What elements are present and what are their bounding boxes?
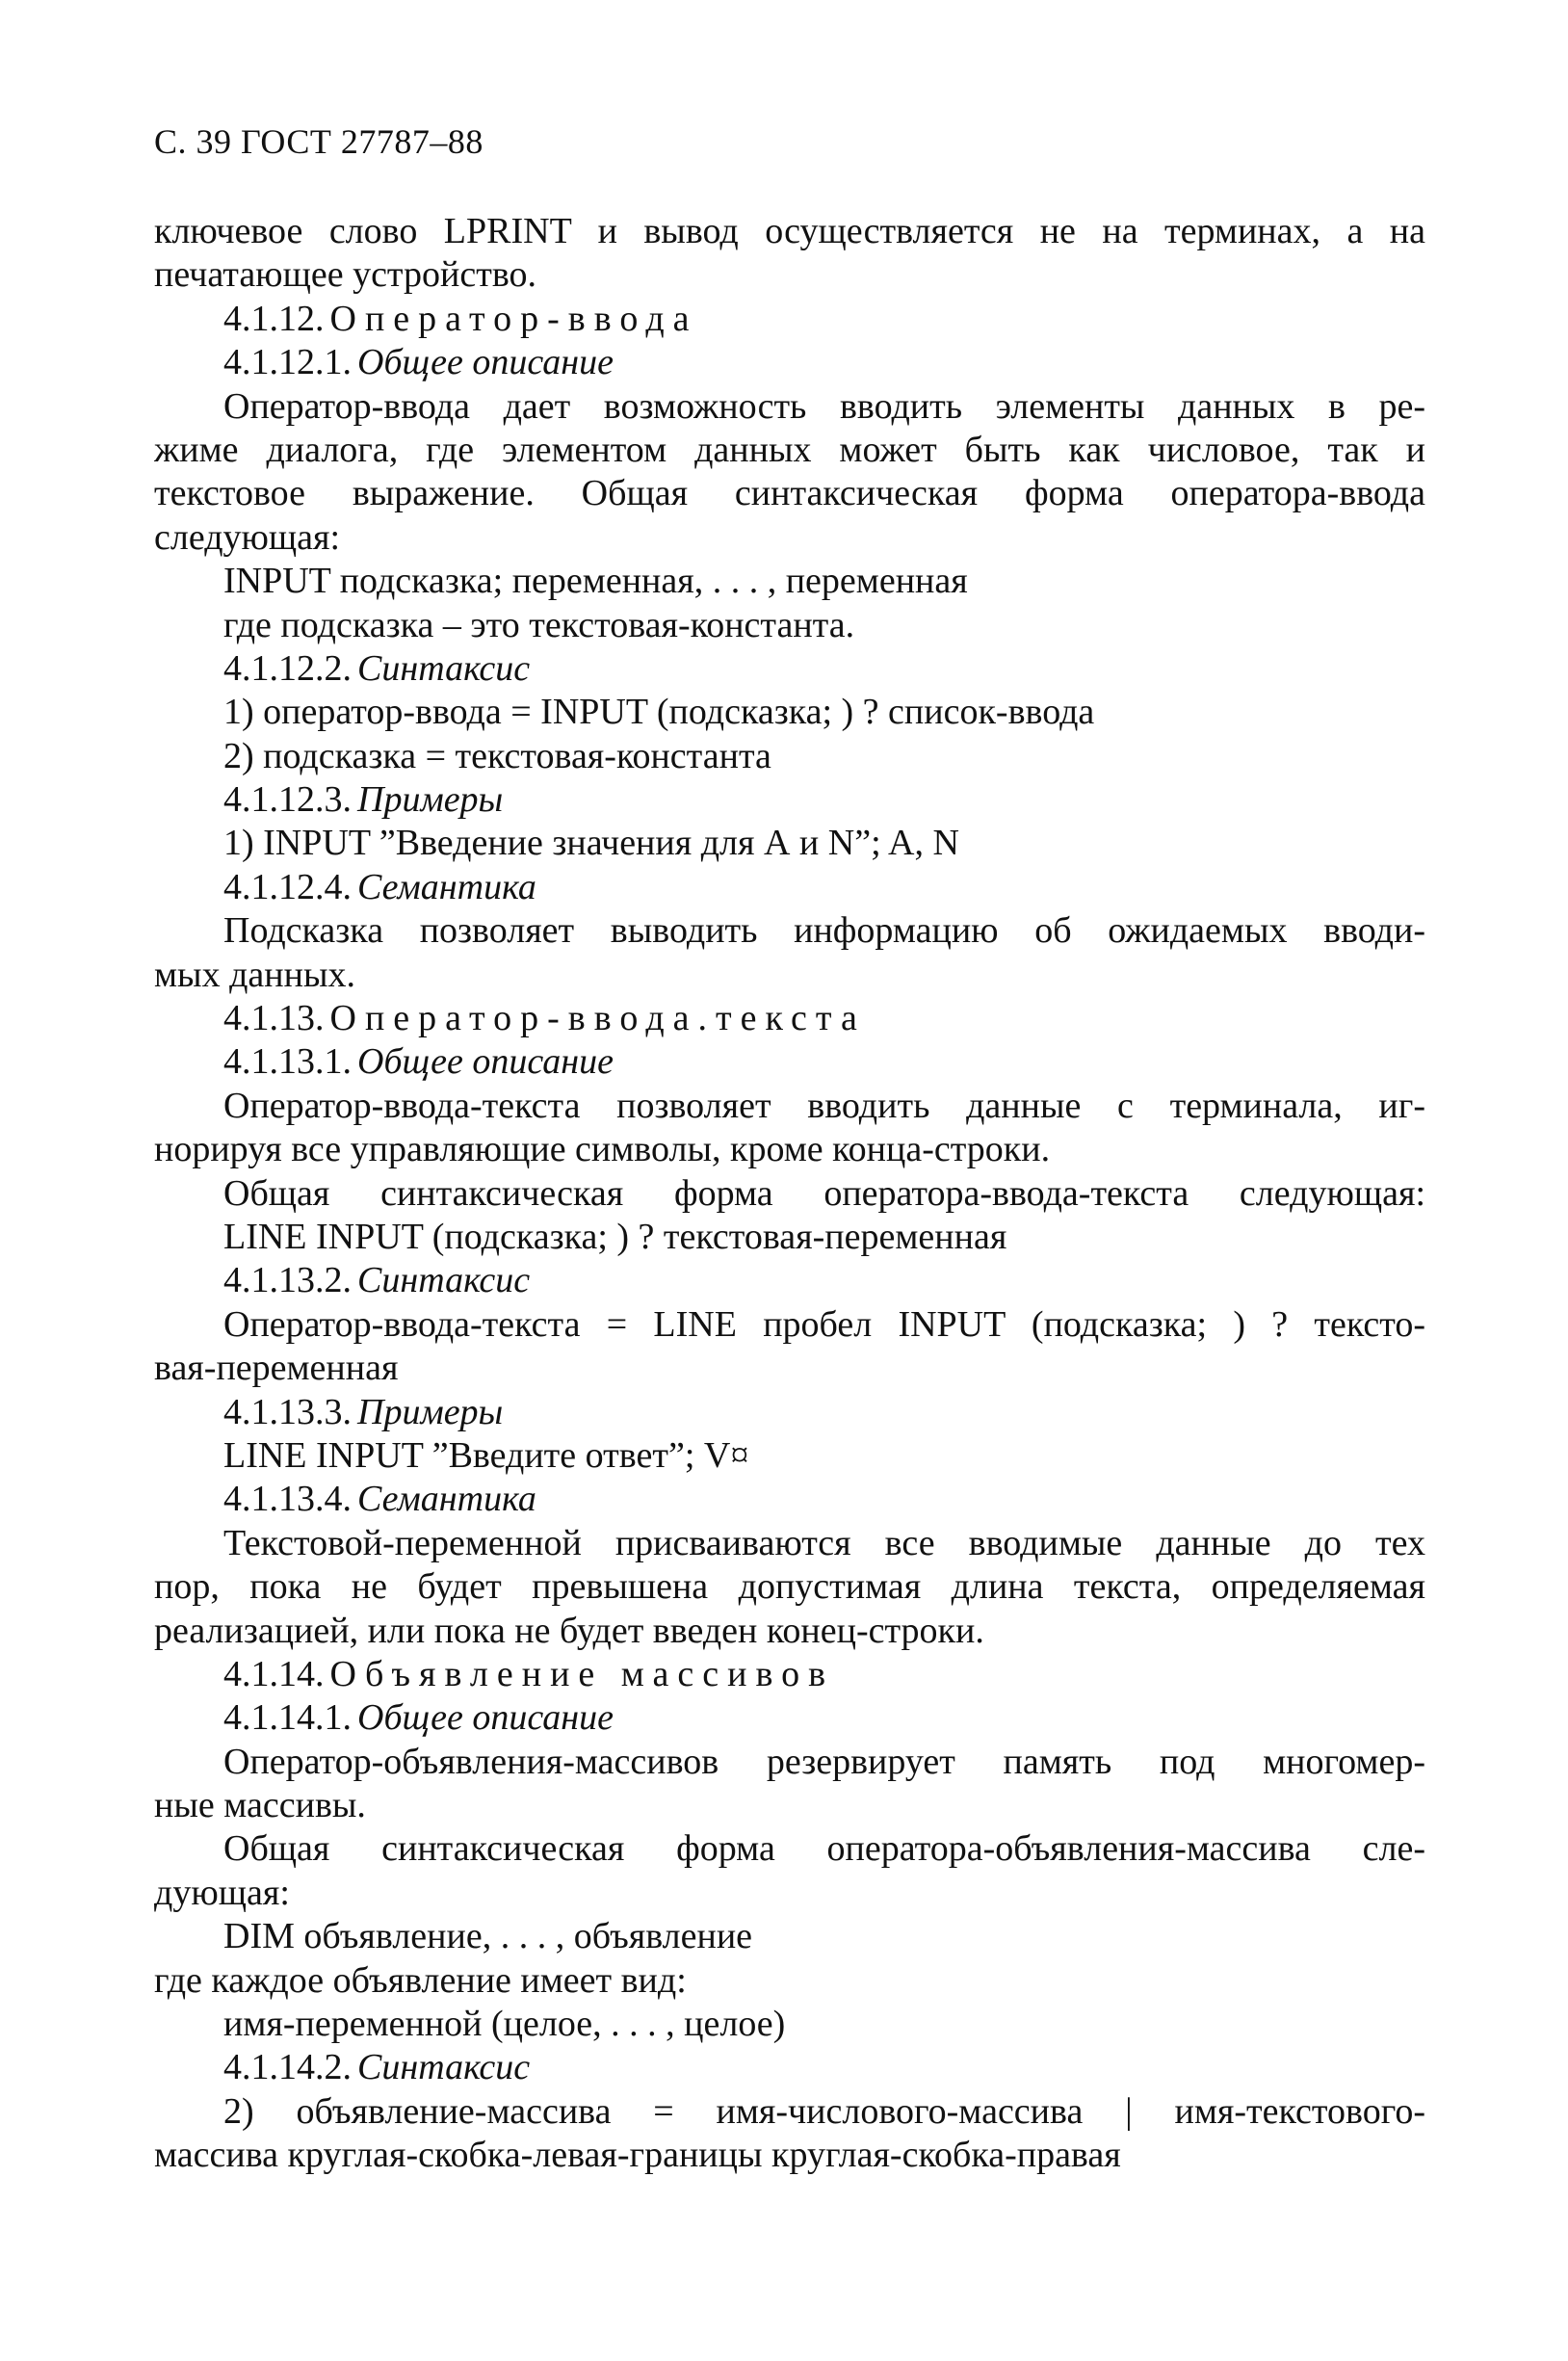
paragraph-line: где каждое объявление имеет вид: [154, 1959, 687, 2001]
paragraph-line: ные массивы. [154, 1785, 366, 1826]
code-line: имя-переменной (целое, . . . , целое) [223, 2004, 786, 2045]
subsection-title: Синтаксис [357, 647, 531, 689]
example-line: 1) INPUT ”Введение значения для А и N”; A, N [223, 823, 959, 864]
section-number: 4.1.12. [223, 298, 325, 339]
subsection-title: Общее описание [357, 1697, 614, 1739]
paragraph-line: где подсказка – это текстовая-константа. [223, 604, 855, 645]
page-header: С. 39 ГОСТ 27787–88 [154, 122, 483, 161]
document-body [154, 210, 1425, 2178]
subsection-heading [154, 1259, 1425, 1302]
paragraph-line: текстовое выражение. Общая синтаксическая форма оператора-ввода [154, 473, 1425, 514]
subsection-number: 4.1.14.2. [223, 2047, 352, 2088]
paragraph-line: Оператор-ввода дает возможность вводить элементы данных в ре- [223, 385, 1425, 427]
code-line: DIM объявление, . . . , объявление [223, 1916, 753, 1957]
subsection-number: 4.1.13.2. [223, 1260, 352, 1301]
section-heading-4-1-12 [154, 298, 1425, 341]
subsection-title: Общее описание [357, 1041, 614, 1083]
paragraph-line: дующая: [154, 1872, 290, 1913]
subsection-title: Общее описание [357, 342, 614, 383]
paragraph-line: Оператор-ввода-текста позволяет вводить данные с терминала, иг- [223, 1085, 1425, 1126]
subsection-title: Синтаксис [357, 1260, 531, 1301]
subsection-title: Семантика [357, 866, 536, 907]
subsection-number: 4.1.12.1. [223, 342, 352, 383]
subsection-heading [154, 866, 1425, 909]
section-title: Оператор-ввода [329, 298, 698, 339]
subsection-number: 4.1.12.2. [223, 647, 352, 689]
subsection-number: 4.1.14.1. [223, 1697, 352, 1739]
subsection-heading [154, 2046, 1425, 2089]
paragraph-line: Общая синтаксическая форма оператора-объявления-массива сле- [223, 1828, 1425, 1870]
subsection-heading [154, 778, 1425, 822]
subsection-heading [154, 341, 1425, 384]
syntax-rule: 2) объявление-массива = имя-числового-массива | имя-текстового- [223, 2090, 1425, 2132]
section-title: Объявление массивов [329, 1653, 835, 1694]
subsection-number: 4.1.12.4. [223, 866, 352, 907]
code-line: LINE INPUT (подсказка; ) ? текстовая-переменная [223, 1216, 1007, 1257]
subsection-title: Примеры [357, 779, 504, 821]
paragraph-line: Оператор-объявления-массивов резервирует память под многомер- [223, 1741, 1425, 1782]
paragraph-line: реализацией, или пока не будет введен конец-строки. [154, 1610, 984, 1651]
syntax-rule: массива круглая-скобка-левая-границы круглая-скобка-правая [154, 2135, 1121, 2176]
section-heading-4-1-14 [154, 1653, 1425, 1696]
paragraph-line: Подсказка позволяет выводить информацию об ожидаемых вводи- [223, 910, 1425, 952]
subsection-heading [154, 647, 1425, 691]
syntax-rule: 2) подсказка = текстовая-константа [223, 735, 771, 776]
section-heading-4-1-13 [154, 997, 1425, 1040]
subsection-title: Синтаксис [357, 2047, 531, 2088]
section-number: 4.1.14. [223, 1653, 325, 1694]
syntax-rule: 1) оператор-ввода = INPUT (подсказка; ) ? список-ввода [223, 692, 1095, 733]
example-line: LINE INPUT ”Введите ответ”; V¤ [223, 1434, 749, 1476]
subsection-heading [154, 1478, 1425, 1521]
section-number: 4.1.13. [223, 998, 325, 1039]
subsection-number: 4.1.13.4. [223, 1479, 352, 1520]
subsection-heading [154, 1040, 1425, 1084]
subsection-heading [154, 1696, 1425, 1740]
paragraph-line: ключевое слово LPRINT и вывод осуществляется не на терминах, а на [154, 211, 1425, 251]
code-line: INPUT подсказка; переменная, . . . , переменная [223, 561, 968, 602]
paragraph-line: жиме диалога, где элементом данных может быть как числовое, так и [154, 429, 1425, 470]
subsection-number: 4.1.12.3. [223, 779, 352, 821]
paragraph-line: Общая синтаксическая форма оператора-ввода-текста следующая: [223, 1172, 1425, 1214]
paragraph-line: норируя все управляющие символы, кроме конца-строки. [154, 1129, 1051, 1170]
subsection-title: Примеры [357, 1391, 504, 1432]
paragraph-line: пор, пока не будет превышена допустимая длина текста, определяемая [154, 1566, 1425, 1608]
subsection-title: Семантика [357, 1479, 536, 1520]
syntax-rule: вая-переменная [154, 1348, 399, 1389]
paragraph-line: мых данных. [154, 954, 355, 995]
syntax-rule: Оператор-ввода-текста = LINE пробел INPUT (подсказка; ) ? тексто- [223, 1303, 1425, 1345]
paragraph-line: следующая: [154, 516, 341, 558]
subsection-number: 4.1.13.1. [223, 1041, 352, 1083]
section-title: Оператор-ввода.текста [329, 998, 866, 1039]
subsection-number: 4.1.13.3. [223, 1391, 352, 1432]
subsection-heading [154, 1391, 1425, 1434]
paragraph-line: печатающее устройство. [154, 254, 536, 296]
paragraph-line: Текстовой-переменной присваиваются все вводимые данные до тех [223, 1522, 1425, 1563]
